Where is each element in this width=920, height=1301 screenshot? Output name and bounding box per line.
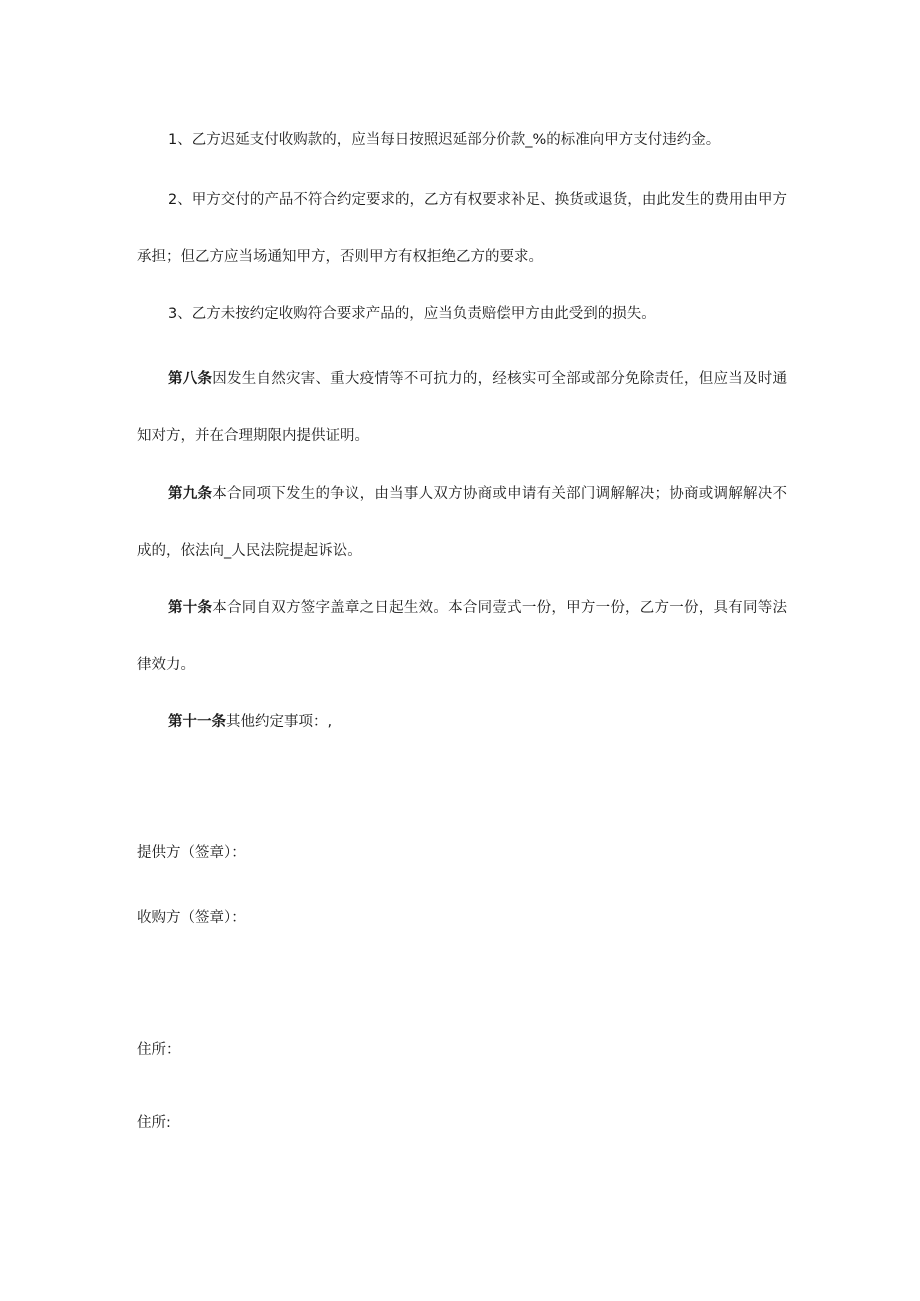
buyer-address-label: 住所: — [137, 1115, 171, 1131]
article-11-number: 第十一条 — [168, 714, 226, 730]
article-9-text: 本合同项下发生的争议，由当事人双方协商或申请有关部门调解解决；协商或调解解决不成的，依法向_人民法院提起诉讼。 — [137, 486, 787, 559]
provider-address-label: 住所： — [137, 1042, 181, 1058]
article-9-paragraph — [137, 466, 787, 580]
article-8-paragraph — [137, 351, 787, 465]
article-11-paragraph — [137, 694, 787, 751]
provider-signature-label: 提供方（签章）： — [137, 845, 246, 861]
buyer-signature-label: 收购方（签章）： — [137, 910, 246, 926]
article-8-number: 第八条 — [168, 371, 213, 387]
article-8-text: 因发生自然灾害、重大疫情等不可抗力的，经核实可全部或部分免除责任，但应当及时通知对方，并在合理期限内提供证明。 — [137, 371, 787, 444]
clause-3-paragraph — [137, 286, 787, 343]
article-10-text: 本合同自双方签字盖章之日起生效。本合同壹式一份，甲方一份，乙方一份，具有同等法律效力。 — [137, 600, 787, 673]
clause-1-text: 1、乙方迟延支付收购款的，应当每日按照迟延部分价款_%的标准向甲方支付违约金。 — [168, 132, 721, 148]
clause-2-text: 2、甲方交付的产品不符合约定要求的，乙方有权要求补足、换货或退货，由此发生的费用由甲方承担；但乙方应当场通知甲方，否则甲方有权拒绝乙方的要求。 — [137, 192, 787, 265]
article-9-number: 第九条 — [168, 486, 213, 502]
article-10-number: 第十条 — [168, 600, 213, 616]
clause-1-paragraph — [137, 112, 787, 169]
clause-2-paragraph — [137, 172, 787, 286]
clause-3-text: 3、乙方未按约定收购符合要求产品的，应当负责赔偿甲方由此受到的损失。 — [168, 306, 656, 322]
article-10-paragraph — [137, 580, 787, 694]
article-11-text: 其他约定事项：, — [226, 714, 333, 730]
